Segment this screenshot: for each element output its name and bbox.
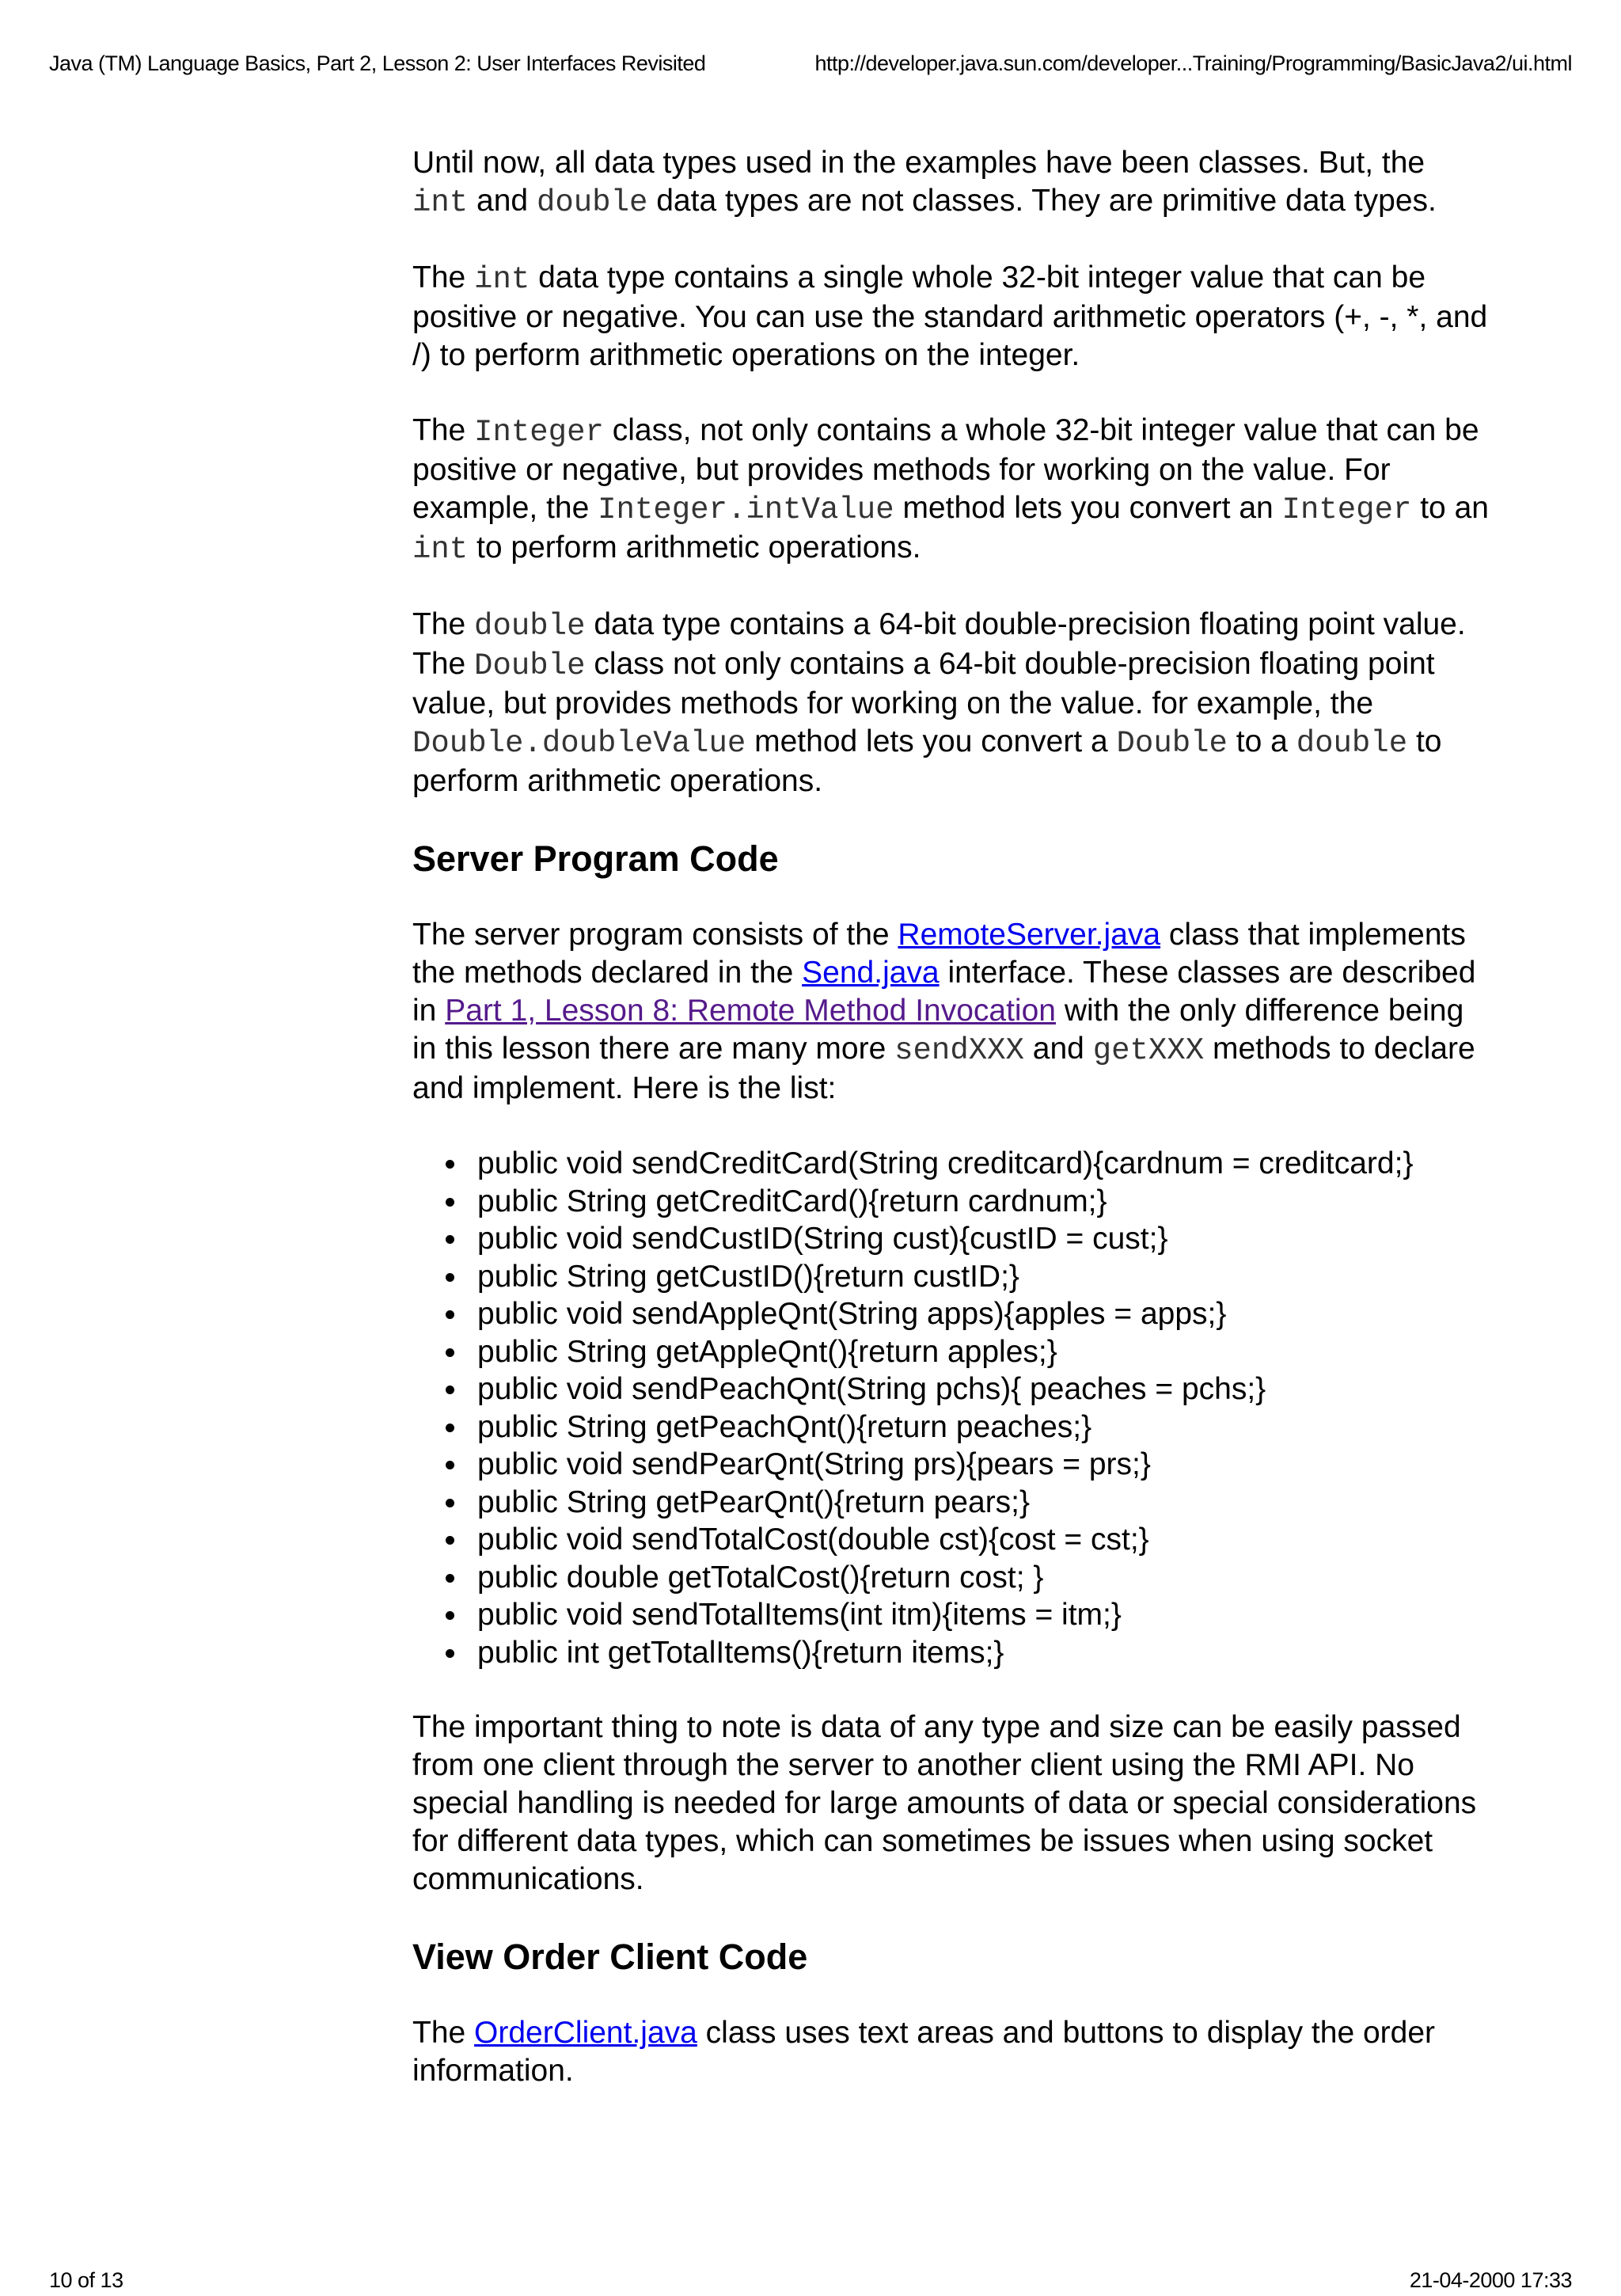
link-part1-lesson8-rmi[interactable]: Part 1, Lesson 8: Remote Method Invocation [445, 994, 1056, 1028]
link-send-java[interactable]: Send.java [802, 956, 940, 990]
link-orderclient-java[interactable]: OrderClient.java [474, 2016, 697, 2050]
paragraph-rmi-note: The important thing to note is data of any type and size can be easily passed from one client through the server to another client using the RMI API. No special handling is needed for large amounts of data or special considerations for different data types, which can sometimes be issues when using socket communications. [412, 1710, 1477, 1896]
code-getxxx: getXXX [1092, 1033, 1205, 1068]
code-int: int [412, 532, 469, 567]
heading-view-order-client-code: View Order Client Code [412, 1937, 808, 1977]
code-sendxxx: sendXXX [894, 1033, 1024, 1068]
code-double: double [474, 609, 586, 644]
print-datetime: 21-04-2000 17:33 [1409, 2268, 1572, 2292]
code-double-class: Double [474, 648, 586, 683]
print-header [49, 48, 1572, 79]
list-item: public String getPearQnt(){return pears;} [477, 1484, 1489, 1522]
document-url: http://developer.java.sun.com/developer...Training/Programming/BasicJava2/ui.html [814, 51, 1572, 75]
code-integer-intvalue: Integer.intValue [598, 492, 894, 527]
link-remoteserver-java[interactable]: RemoteServer.java [898, 918, 1161, 952]
code-int: int [412, 185, 469, 220]
method-list [412, 1145, 1489, 1671]
list-item: public void sendTotalItems(int itm){items = itm;} [477, 1596, 1489, 1634]
list-item: public void sendPearQnt(String prs){pears = prs;} [477, 1446, 1489, 1484]
document-title: Java (TM) Language Basics, Part 2, Lesson 2: User Interfaces Revisited [49, 51, 706, 75]
code-double-class: Double [1116, 726, 1228, 761]
list-item: public double getTotalCost(){return cost; } [477, 1559, 1489, 1597]
paragraph-int-type: The int data type contains a single whole 32-bit integer value that can be positive or negative. You can use the standard arithmetic operators (+, -, *, and /) to perform arithmetic operations on the integer. [412, 260, 1488, 372]
list-item: public void sendCustID(String cust){custID = cust;} [477, 1220, 1489, 1258]
paragraph-double-type: The double data type contains a 64-bit double-precision floating point value. The Double class not only contains a 64-bit double-precision floating point value, but provides methods for working on the value. for example, the Double.doubleValue method lets you convert a Double to a double to perform arithmetic operations. [412, 607, 1466, 798]
paragraph-primitive-types: Until now, all data types used in the examples have been classes. But, the int and double data types are not classes. They are primitive data types. [412, 146, 1437, 220]
code-integer: Integer [1281, 492, 1412, 527]
code-integer: Integer [474, 415, 604, 450]
code-double: double [1296, 726, 1408, 761]
list-item: public void sendAppleQnt(String apps){apples = apps;} [477, 1295, 1489, 1333]
paragraph-server-program: The server program consists of the RemoteServer.java class that implements the methods declared in the Send.java interface. These classes are described in Part 1, Lesson 8: Remote Method Invocation with the only difference being in this lesson there are many more sendXXX and getXXX methods to declare and implement. Here is the list: [412, 918, 1476, 1105]
list-item: public String getCustID(){return custID;} [477, 1258, 1489, 1296]
code-int: int [474, 262, 530, 297]
heading-server-program-code: Server Program Code [412, 838, 779, 879]
list-item: public void sendPeachQnt(String pchs){ peaches = pchs;} [477, 1370, 1489, 1408]
list-item: public int getTotalItems(){return items;} [477, 1634, 1489, 1672]
list-item: public String getPeachQnt(){return peaches;} [477, 1408, 1489, 1446]
list-item: public String getCreditCard(){return cardnum;} [477, 1183, 1489, 1221]
list-item: public String getAppleQnt(){return apples;} [477, 1333, 1489, 1371]
paragraph-integer-class: The Integer class, not only contains a whole 32-bit integer value that can be positive or negative, but provides methods for working on the value. For example, the Integer.intValue method lets you convert an Integer to an int to perform arithmetic operations. [412, 413, 1489, 567]
print-footer [49, 2264, 1572, 2296]
code-double-doublevalue: Double.doubleValue [412, 726, 746, 761]
list-item: public void sendTotalCost(double cst){cost = cst;} [477, 1521, 1489, 1559]
code-double: double [536, 185, 648, 220]
paragraph-order-client: The OrderClient.java class uses text areas and buttons to display the order information. [412, 2016, 1436, 2088]
main-content [412, 144, 1489, 2127]
list-item: public void sendCreditCard(String creditcard){cardnum = creditcard;} [477, 1145, 1489, 1183]
page-number: 10 of 13 [49, 2268, 123, 2292]
